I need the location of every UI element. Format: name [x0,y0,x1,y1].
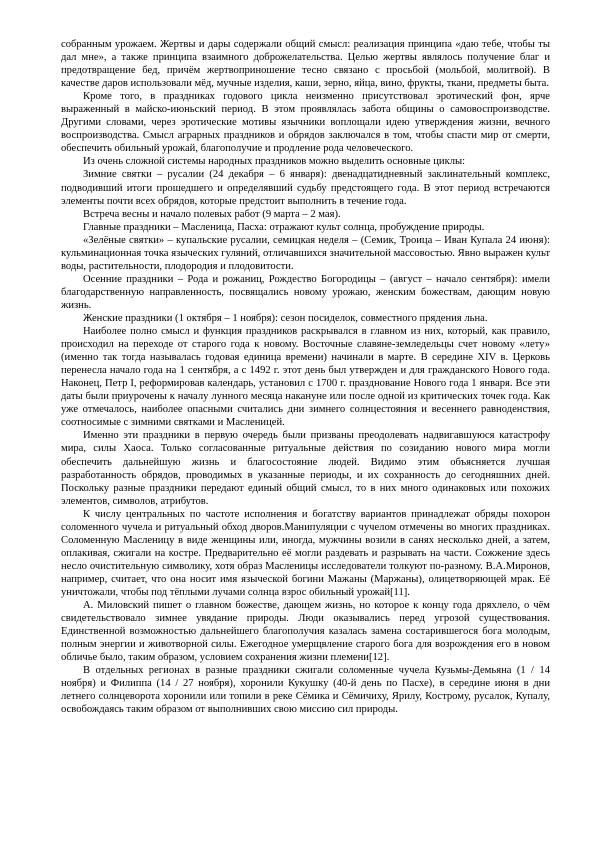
paragraph: Именно эти праздники в первую очередь были призваны преодолевать надвигавшуюся катастрофу мира, силы Хаоса. Только согласованные ритуальные действия по созиданию нового мира могли обеспечить дальнейшую жизнь и благосостояние людей. Видимо этим объясняется лучшая разработанность обрядов, проводимых в указанные периоды, и их сохранность до сегодняшних дней. Поскольку разные праздники передают единый общий смысл, то в них много одинаковых или похожих элементов, символов, атрибутов. [61,430,550,507]
paragraph: К числу центральных по частоте исполнения и богатству вариантов принадлежат обряды похорон соломенного чучела и ритуальный обход дворов.Манипуляции с чучелом отмечены во многих праздниках. Соломенную Масленицу в виде женщины или, иногда, мужчины возили в санях несколько дней, а затем, оплакивая, сжигали на костре. Предварительно её могли раздевать и разрывать на части. Сожжение здесь несло очистительную символику, хотя образ Масленицы исследователи толкуют по-разному. В.А.Миронов, например, считает, что она носит имя языческой богини Мажаны (Маржаны), олицетворяющей мрак. Её уничтожали, чтобы под тёплыми лучами солнца взрос обильный урожай[11]. [61,508,550,598]
paragraph: В отдельных регионах в разные праздники сжигали соломенные чучела Кузьмы-Демьяна (1 / 14 ноября) и Филиппа (14 / 27 ноября), хоронили Кукушку (40-й день по Пасхе), в середине июня в дни летнего солнцеворота хоронили или топили в реке Сёмика и Сёмичиху, Ярилу, Кострому, русалок, Купалу, освобождаясь таким образом от выполнивших свою миссию сил природы. [61,665,550,716]
paragraph: А. Миловский пишет о главном божестве, дающем жизнь, но которое к концу года дряхлело, о чём свидетельствовало зимнее увядание природы. Люди оказывались перед угрозой существования. Единственной возможностью дальнейшего благополучия казалась замена состарившегося бога молодым, полным энергии и животворной силы. Ежегодное умерщвление старого бога для возрождения его в новом обличье было, таким образом, условием сохранения жизни племени[12]. [61,600,550,664]
paragraph: Наиболее полно смысл и функция праздников раскрывался в главном из них, который, как правило, происходил на переходе от старого года к новому. Восточные славяне-земледельцы счет новому «лету» (именно так тогда называлась годовая единица времени) начинали в марте. В середине XIV в. Церковь перенесла начало года на 1 сентября, а с 1492 г. этот день был утвержден и для гражданского Нового года. Наконец, Петр I, реформировав календарь, установил с 1700 г. празднование Нового года 1 января. Все эти даты были приурочены к началу лунного месяца накануне или после одной из критических точек года. Как уже отмечалось, наиболее опасными считались дни зимнего солнцестояния и весеннего равноденствия, соотносимые с зимними святками и Масленицей. [61,326,550,429]
paragraph: Встреча весны и начало полевых работ (9 марта – 2 мая). [83,208,341,220]
paragraph: Осенние праздники – Рода и рожаниц, Рождество Богородицы – (август – начало сентября): имели благодарственную направленность, посвящались новому урожаю, женским божествам, дающим новую жизнь. [61,273,550,311]
paragraph: Из очень сложной системы народных праздников можно выделить основные циклы: [83,156,466,168]
paragraph: «Зелёные святки» – купальские русалии, семицкая неделя – (Семик, Троица – Иван Купала 24 июня): кульминационная точка языческих гуляний, отличавшихся значительной массовостью. Явно выражен культ воды, растительности, плодородия и плодовитости. [61,234,550,272]
paragraph: собранным урожаем. Жертвы и дары содержали общий смысл: реализация принципа «даю тебе, чтобы ты дал мне», а также принципа взаимного доброжелательства. Целью жертвы являлось получение благ и предотвращение бед, причём жертвоприношение тесно связано с просьбой (мольбой, молитвой). В качестве даров использовали мёд, мучные изделия, каши, зерно, яйца, вино, фрукты, ткани, предметы быта. [61,39,550,90]
paragraph: Зимние святки – русалии (24 декабря – 6 января): двенадцатидневный заклинательный комплекс, подводивший итоги прошедшего и определявший судьбу предстоящего года. В этот период встречаются элементы почти всех обрядов, которые предстоит выполнить в течение года. [61,169,550,207]
paragraph: Женские праздники (1 октября – 1 ноября): сезон посиделок, совместного прядения льна. [83,312,488,324]
paragraph: Кроме того, в праздниках годового цикла неизменно присутствовал эротический фон, ярче выраженный в майско-июньский период. В этом проявлялась забота общины о самовоспроизводстве. Другими словами, через эротические мотивы язычники воплощали идею утверждения жизни, вечного воспроизводства. Смысл аграрных праздников и обрядов заключался в том, чтобы спасти мир от смерти, обеспечить обильный урожай, благополучие и продление рода человеческого. [61,91,550,155]
body-text [61,38,550,716]
paragraph: Главные праздники – Масленица, Пасха: отражают культ солнца, пробуждение природы. [83,221,485,233]
